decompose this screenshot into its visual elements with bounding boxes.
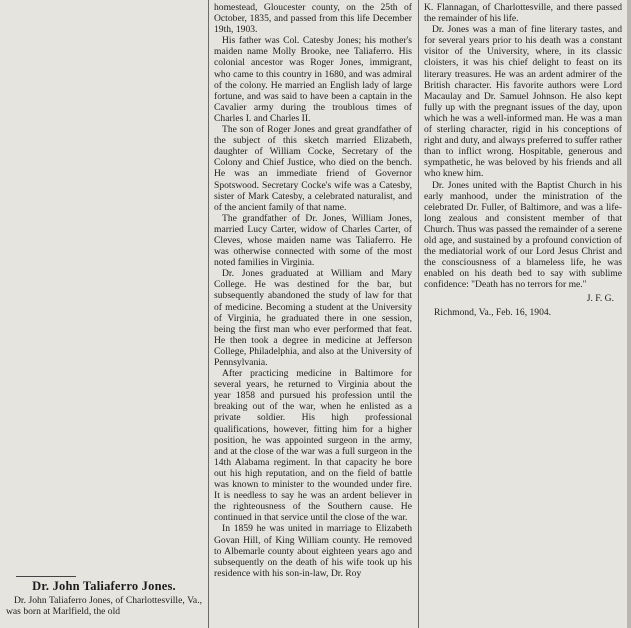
column-rule-left xyxy=(208,0,209,628)
right-paragraph-2: Dr. Jones was a man of fine literary tastes, and for several years prior to his death was a constant visitor of the University, where, in its classic cloisters, it was his chief delight to feast on its literary treasures. He was an ardent admirer of the British character. His favorite authors were Lord Macaulay and Dr. Samuel Johnson. He also kept fully up with the pregnant issues of the day, upon which he was a well-informed man. He was a man of sterling character, rigid in his conceptions of right and duty, and always preferred to suffer rather than to inflict wrong. Hospitable, generous and sympathetic, he was beloved by his friends and all who knew him. xyxy=(424,24,622,180)
page-edge-shadow xyxy=(627,0,631,628)
middle-paragraph-5: Dr. Jones graduated at William and Mary College. He was destined for the bar, but subsequently abandoned the study of law for that of medicine. Becoming a student at the University of Virginia, he graduated there in one session, being the first man who ever performed that feat. He then took a degree in medicine at Jefferson College, Philadelphia, and also at the University of Pennsylvania. xyxy=(214,268,412,368)
middle-paragraph-2: His father was Col. Catesby Jones; his mother's maiden name Molly Brooke, nee Taliaferro. His colonial ancestor was Roger Jones, immigrant, who came to this country in 1680, and was admiral of the colony. He married an English lady of large fortune, and was said to have been a captain in the Cavalier army during the troublous times of Charles I. and Charles II. xyxy=(214,35,412,124)
left-paragraph: Dr. John Taliaferro Jones, of Charlottesville, Va., was born at Marlfield, the old xyxy=(6,595,202,618)
middle-paragraph-1: homestead, Gloucester county, on the 25th of October, 1835, and passed from this life December 19th, 1903. xyxy=(214,2,412,36)
article-heading: Dr. John Taliaferro Jones. xyxy=(32,579,176,593)
right-paragraph-3: Dr. Jones united with the Baptist Church in his early manhood, under the ministration of the celebrated Dr. Fuller, of Baltimore, and was a life-long zealous and consistent member of that Church. Thus was passed the remainder of a serene old age, and sustained by a profound conviction of the mediatorial work of our Lord Jesus Christ and the consciousness of a blameless life, he was enabled on his death bed to say with sublime confidence: "Death has no terrors for me." xyxy=(424,179,622,291)
column-rule-right xyxy=(418,0,419,628)
right-paragraph-1: K. Flannagan, of Charlottesville, and there passed the remainder of his life. xyxy=(424,2,622,25)
heading-rule xyxy=(16,576,76,577)
author-signature: J. F. G. xyxy=(586,293,614,305)
middle-paragraph-3: The son of Roger Jones and great grandfather of the subject of this sketch married Elizabeth, daughter of William Cocke, Secretary of the Colony and Chief Justice, who died on the bench. He was an immediate friend of Governor Spotswood. Secretary Cocke's wife was a Catesby, sister of Mark Catesby, a celebrated naturalist, and of the ancient family of that name. xyxy=(214,124,412,213)
column-left xyxy=(6,576,202,626)
column-right xyxy=(424,2,622,372)
middle-paragraph-7: In 1859 he was united in marriage to Elizabeth Govan Hill, of King William county. He removed to Albemarle county about eighteen years ago and subsequently on the death of his wife took up his residence with his son-in-law, Dr. Roy xyxy=(214,523,412,579)
column-middle xyxy=(214,2,412,628)
middle-paragraph-4: The grandfather of Dr. Jones, William Jones, married Lucy Carter, widow of Charles Carter, of Cleves, whose maiden name was Taliaferro. He was otherwise connected with some of the most noted families in Virginia. xyxy=(214,212,412,269)
middle-paragraph-6: After practicing medicine in Baltimore for several years, he returned to Virginia about the year 1858 and pursued his profession until the breaking out of the war, when he enlisted as a private soldier. His high professional qualifications, however, fitting him for a higher position, he was appointed surgeon in the army, and at the close of the war was a full surgeon in the 14th Alabama regiment. In that capacity he bore out his high reputation, and on the field of battle was known to minister to the wounded under fire. It is needless to say he was an ardent believer in the righteousness of the Southern cause. He continued in that service until the close of the war. xyxy=(214,368,412,524)
dateline: Richmond, Va., Feb. 16, 1904. xyxy=(434,306,552,318)
